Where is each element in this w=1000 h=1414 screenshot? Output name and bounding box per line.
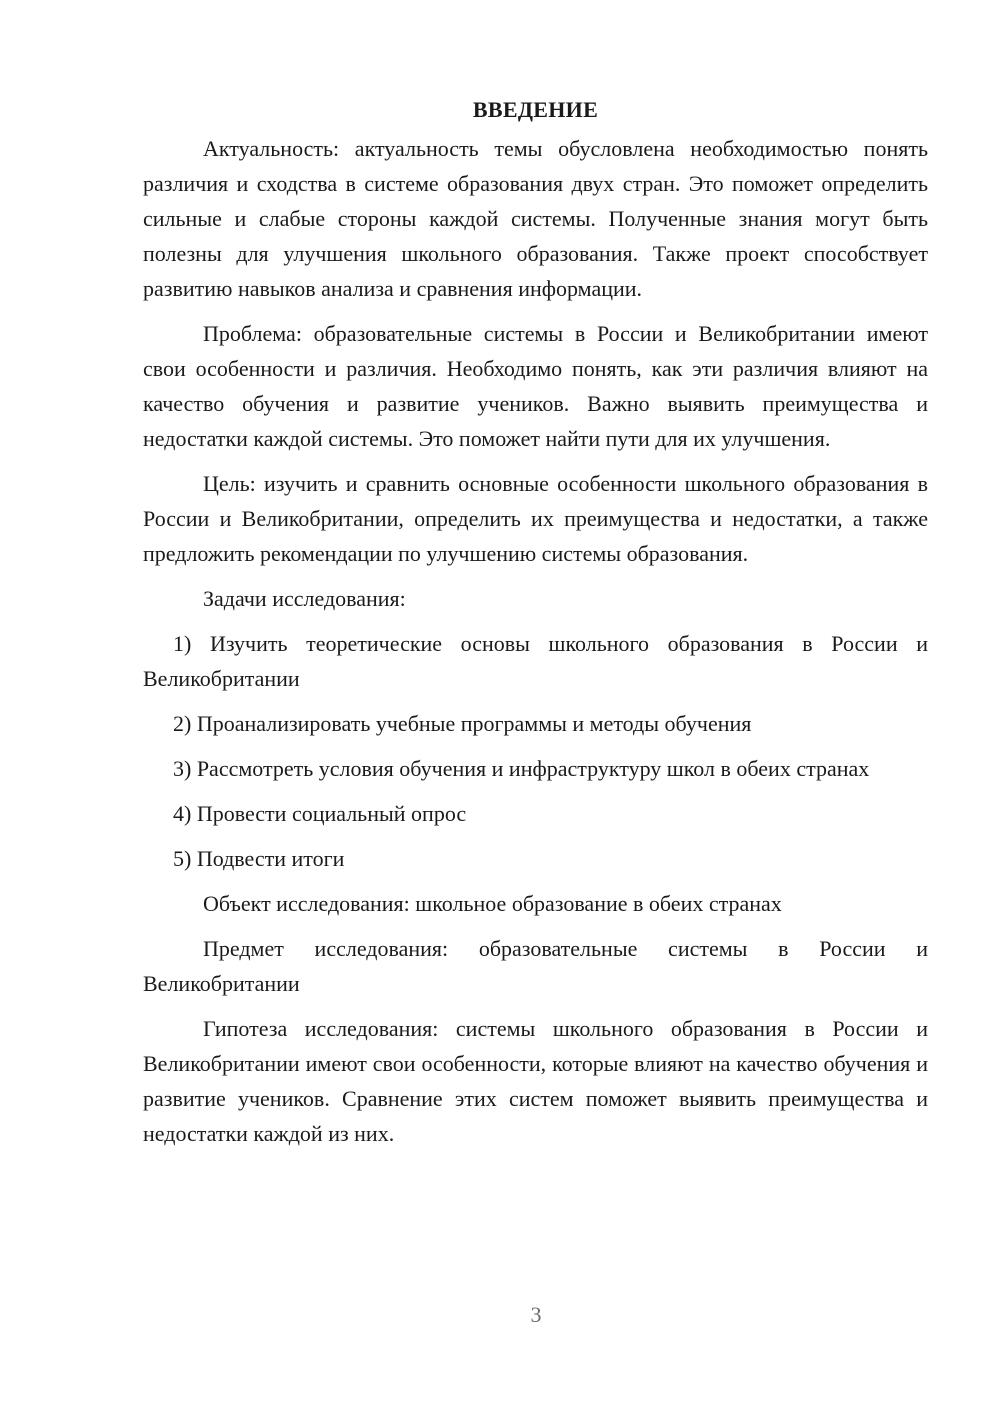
- subject-paragraph: Предмет исследования: образовательные системы в России и Великобритании: [143, 936, 928, 996]
- hypothesis-paragraph: Гипотеза исследования: системы школьного образования в России и Великобритании имеют свои особенности, которые влияют на качество обучения и развитие учеников. Сравнение этих систем поможет выявить преимущества и недостатки каждой из них.: [143, 1016, 928, 1146]
- task-item-3: 3) Рассмотреть условия обучения и инфраструктуру школ в обеих странах: [173, 756, 870, 781]
- task-item-2: 2) Проанализировать учебные программы и методы обучения: [173, 711, 752, 736]
- section-heading: ВВЕДЕНИЕ: [472, 97, 599, 122]
- problem-paragraph: Проблема: образовательные системы в России и Великобритании имеют свои особенности и различия. Необходимо понять, как эти различия влияют на качество обучения и развитие учеников. Важно выявить преимущества и недостатки каждой системы. Это поможет найти пути для их улучшения.: [143, 321, 928, 451]
- object-paragraph: Объект исследования: школьное образование в обеих странах: [203, 891, 782, 916]
- task-item-1: 1) Изучить теоретические основы школьного образования в России и Великобритании: [143, 631, 928, 691]
- relevance-paragraph: Актуальность: актуальность темы обусловлена необходимостью понять различия и сходства в системе образования двух стран. Это поможет определить сильные и слабые стороны каждой системы. Полученные знания могут быть полезны для улучшения школьного образования. Также проект способствует развитию навыков анализа и сравнения информации.: [143, 136, 928, 301]
- page-number: 3: [530, 1302, 542, 1327]
- task-item-5: 5) Подвести итоги: [173, 846, 345, 871]
- tasks-title: Задачи исследования:: [203, 586, 406, 611]
- task-item-4: 4) Провести социальный опрос: [173, 801, 467, 826]
- goal-paragraph: Цель: изучить и сравнить основные особенности школьного образования в России и Великобритании, определить их преимущества и недостатки, а также предложить рекомендации по улучшению системы образования.: [143, 471, 928, 566]
- document-page: [143, 92, 928, 1161]
